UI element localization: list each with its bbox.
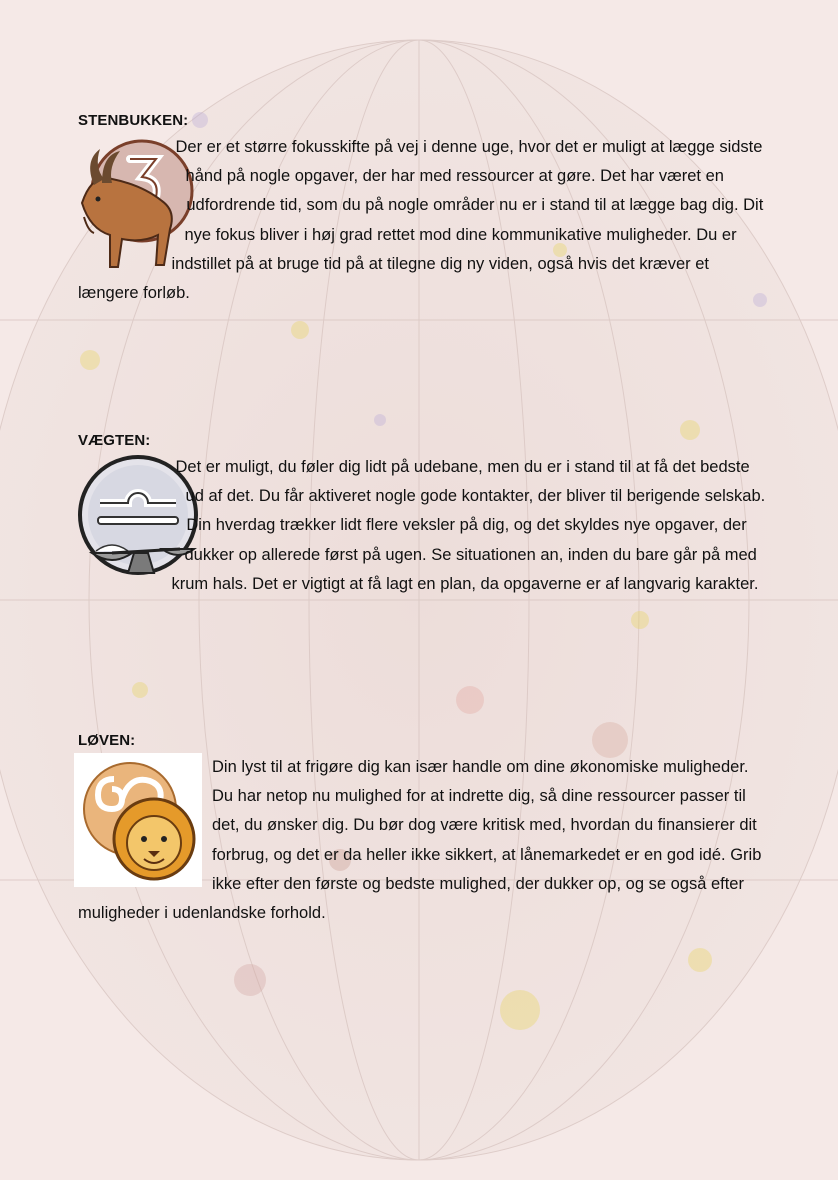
horoscope-section-capricorn (78, 112, 768, 308)
horoscope-section-leo (78, 732, 768, 928)
leo-lion-icon (74, 753, 204, 887)
section-body-text: Det er muligt, du føler dig lidt på udebane, men du er i stand til at få det bedste ud af det. Du får aktiveret nogle gode kontakter, der bliver til berigende selskab. Din hverdag trækker lidt flere veksler på dig, og det skyldes nye opgaver, der dukker op allerede først på ugen. Se situationen an, inden du bare går på med krum hals. Det er vigtigt at få lagt en plan, da opgaverne er af langvarig karakter. (171, 458, 766, 593)
section-heading: STENBUKKEN: (78, 112, 189, 129)
section-heading: VÆGTEN: (78, 432, 151, 449)
horoscope-section-libra (78, 432, 768, 599)
section-heading: LØVEN: (78, 732, 136, 749)
section-body-text: Din lyst til at frigøre dig kan især handle om dine økonomiske muligheder. Du har netop nu mulighed for at indrette dig, så dine ressourcer passer til det, du ønsker dig. Du bør dog være kritisk med, hvordan du finansierer dit forbrug, og det er da heller ikke sikkert, at lånemarkedet er en god idé. Grib ikke efter den første og bedste mulighed, der dukker op, og se også efter muligheder i udenlandske forhold. (78, 758, 762, 923)
section-body-text: Der er et større fokusskifte på vej i denne uge, hvor det er muligt at lægge sidste hånd på nogle opgaver, der har med ressourcer at gøre. Det har været en udfordrende tid, som du på nogle områder nu er i stand til at lægge bag dig. Dit nye fokus bliver i høj grad rettet mod dine kommunikative muligheder. Du er indstillet på at bruge tid på at tilegne dig ny viden, også hvis det kræver et længere forløb. (78, 138, 764, 303)
